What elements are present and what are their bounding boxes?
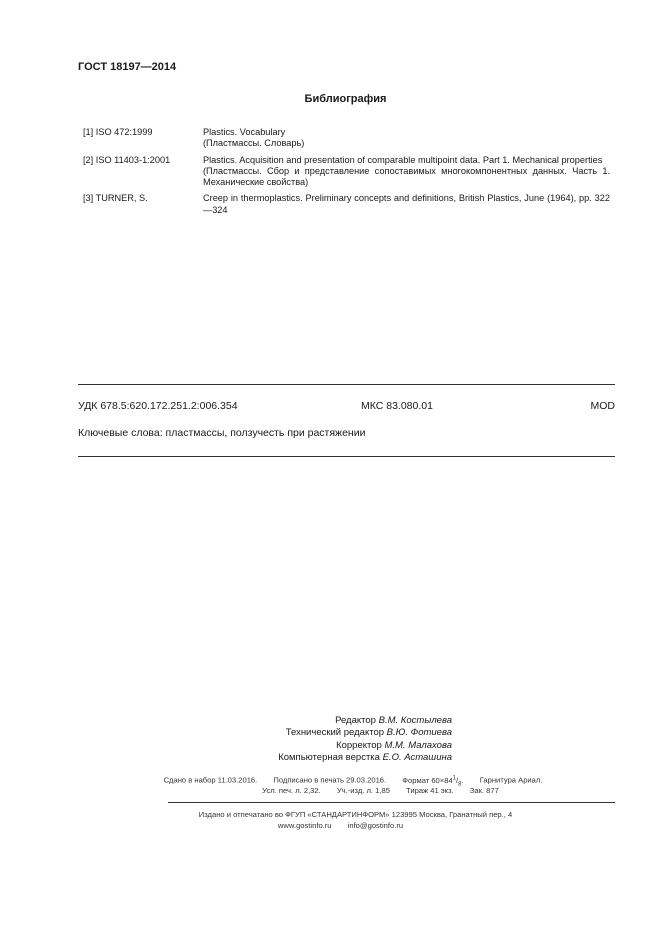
mks-code: МКС 83.080.01: [361, 400, 433, 412]
bibliography-list: [83, 127, 610, 221]
tech-editor-name: В.Ю. Фотиева: [386, 727, 452, 739]
pub-sheets: Уч.-изд. л. 1,85: [336, 786, 390, 795]
email-link[interactable]: info@gostinfo.ru: [347, 821, 404, 830]
print-run: Тираж 41 экз.: [406, 786, 454, 795]
print-date: Подписано в печать 29.03.2016.: [273, 775, 387, 785]
bibliography-entry: [203, 127, 610, 150]
bibliography-ref: [2] ISO 11403-1:2001: [83, 154, 171, 165]
bibliography-translation: (Пластмассы. Словарь): [203, 138, 305, 149]
website-link[interactable]: www.gostinfo.ru: [277, 821, 332, 830]
bibliography-ref: [3] TURNER, S.: [83, 193, 148, 204]
bibliography-text: Plastics. Acquisition and presentation of comparable multipoint data. Part 1. Mechanical properties: [203, 154, 603, 165]
publisher-divider: [168, 802, 615, 803]
print-sheets: Усл. печ. л. 2,32.: [262, 786, 321, 795]
bibliography-title: Библиография: [304, 93, 387, 105]
credits-block: [200, 715, 452, 764]
bibliography-entry: [203, 193, 610, 216]
layout-name: Е.О. Асташина: [382, 751, 452, 763]
bibliography-ref: [1] ISO 472:1999: [83, 127, 153, 137]
corrector-line: Корректор М.М. Малахова: [336, 739, 452, 751]
set-date: Сдано в набор 11.03.2016.: [163, 775, 258, 785]
bibliography-item: [83, 155, 610, 189]
bibliography-item: [83, 193, 610, 216]
layout-line: Компьютерная верстка Е.О. Асташина: [278, 751, 452, 763]
bottom-divider: [78, 456, 615, 457]
tech-editor-line: Технический редактор В.Ю. Фотиева: [285, 727, 452, 739]
bibliography-item: [83, 127, 610, 150]
bibliography-entry: [203, 155, 610, 189]
bibliography-translation: (Пластмассы. Сбор и представление сопоставимых многокомпонентных данных. Часть 1. Механические свойства): [203, 165, 610, 188]
publisher-line: Издано и отпечатано во ФГУП «СТАНДАРТИНФОРМ» 123995 Москва, Гранатный пер., 4: [198, 810, 513, 819]
publisher-contacts: [0, 821, 661, 830]
keywords: Ключевые слова: пластмассы, ползучесть при растяжении: [78, 427, 366, 439]
bibliography-text: Plastics. Vocabulary: [203, 127, 286, 137]
order-number: Зак. 877: [469, 786, 499, 795]
mod-label: MOD: [590, 400, 615, 412]
bibliography-text: Creep in thermoplastics. Preliminary concepts and definitions, British Plastics, June (1964), pp. 322—324: [203, 193, 610, 215]
editor-line: Редактор В.М. Костылева: [335, 715, 452, 726]
format: Формат $60\times 84^1/_8$.: [402, 775, 464, 788]
editor-name: В.М. Костылева: [378, 715, 452, 726]
corrector-name: М.М. Малахова: [384, 739, 452, 751]
top-divider: [78, 384, 615, 385]
udk-code: УДК 678.5:620.172.251.2:006.354: [78, 400, 238, 412]
print-info-line-2: [0, 786, 661, 795]
standard-header: ГОСТ 18197—2014: [78, 61, 177, 73]
typeface: Гарнитура Ариал.: [479, 775, 543, 785]
